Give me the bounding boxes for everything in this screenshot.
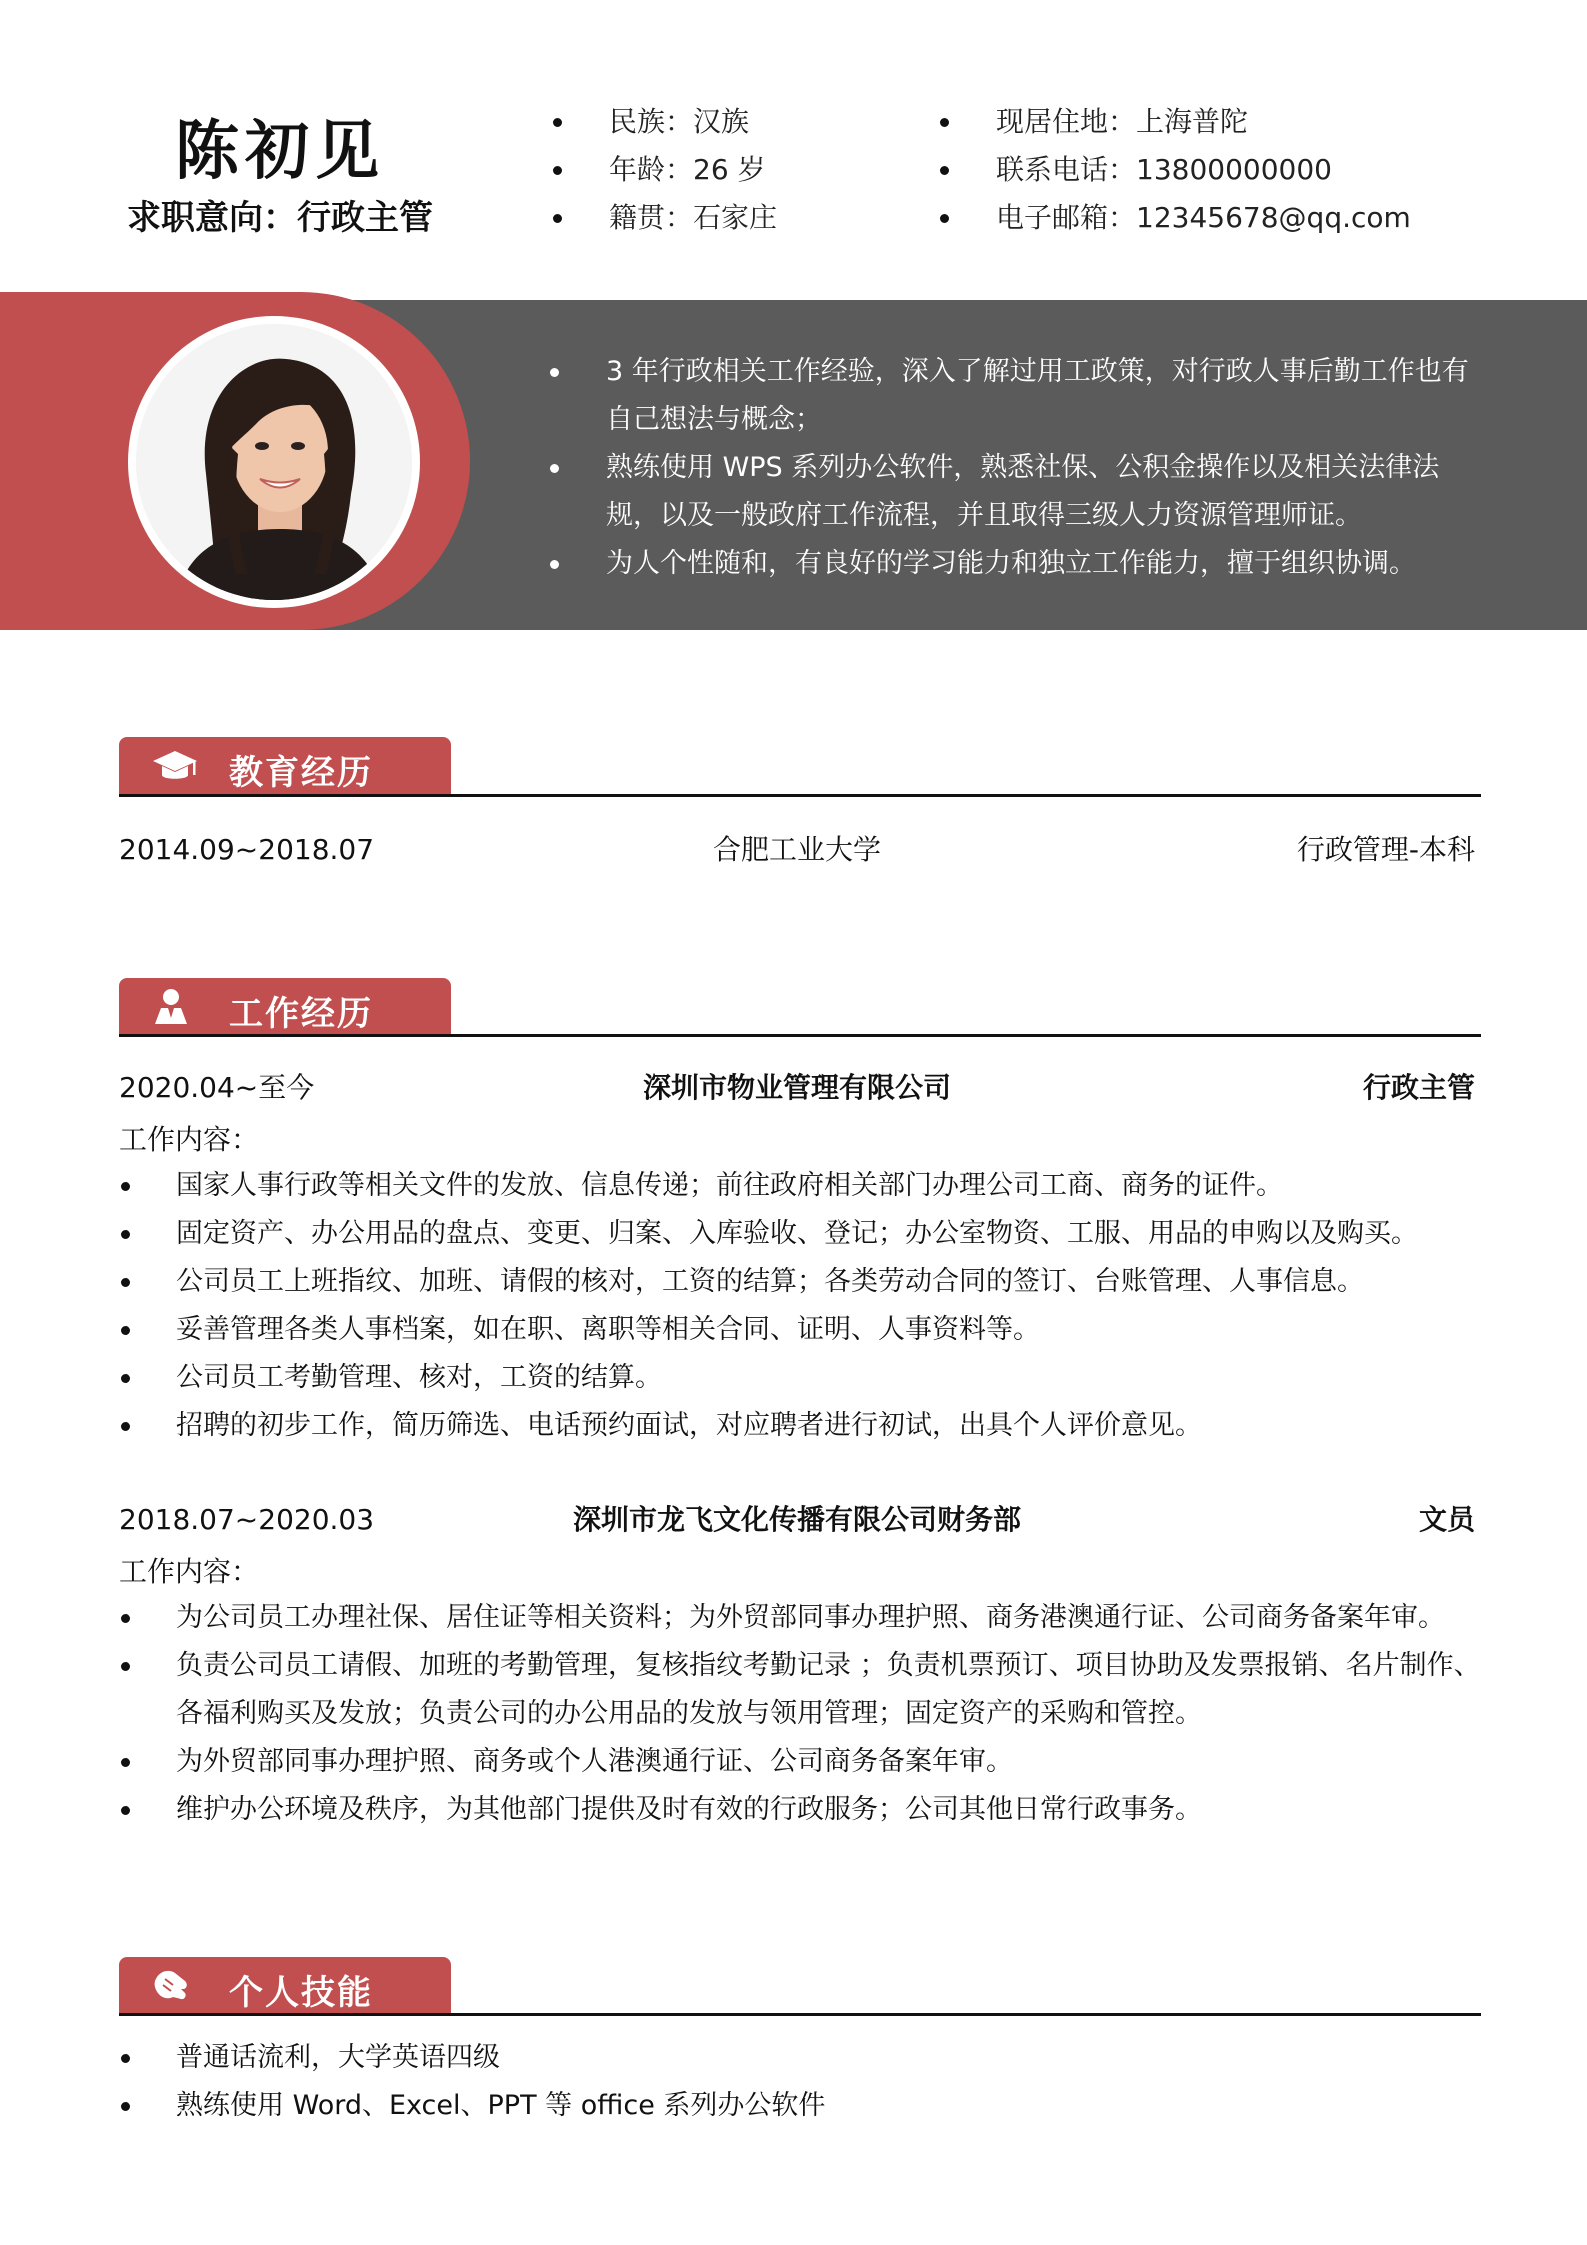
- info-sep: ：: [665, 105, 694, 138]
- job-duty: 固定资产、办公用品的盘点、变更、归案、入库验收、登记；办公室物资、工服、用品的申购以及购买。: [119, 1210, 1489, 1258]
- candidate-name: 陈初见: [175, 115, 385, 189]
- person-icon: [151, 988, 191, 1026]
- job-duty: 维护办公环境及秩序，为其他部门提供及时有效的行政服务；公司其他日常行政事务。: [119, 1786, 1489, 1834]
- job-duty: 公司员工上班指纹、加班、请假的核对，工资的结算；各类劳动合同的签订、台账管理、人事信息。: [119, 1258, 1489, 1306]
- job-duty: 公司员工考勤管理、核对，工资的结算。: [119, 1354, 1489, 1402]
- summary-list: [550, 348, 1490, 588]
- job-duty: 负责公司员工请假、加班的考勤管理，复核指纹考勤记录 ；负责机票预订、项目协助及发票报销、名片制作、各福利购买及发放；负责公司的办公用品的发放与领用管理；固定资产的采购和管控。: [119, 1642, 1489, 1738]
- job-content-label: 工作内容：: [119, 1123, 260, 1156]
- job-period: 2018.07~2020.03: [119, 1503, 375, 1536]
- info-sep: ：: [1108, 201, 1137, 234]
- work-section-header: [119, 978, 451, 1036]
- info-sep: ：: [665, 201, 694, 234]
- info-label: 籍贯: [609, 201, 666, 234]
- graduation-cap-icon: [151, 747, 191, 785]
- info-value: 13800000000: [1136, 153, 1332, 186]
- profile-photo: [136, 324, 412, 600]
- education-section-header: [119, 737, 451, 795]
- job-position: 行政主管: [1362, 1071, 1475, 1104]
- job-entry-header: [119, 1500, 1475, 1540]
- summary-item: 3 年行政相关工作经验，深入了解过用工政策，对行政人事后勤工作也有自己想法与概念；: [550, 348, 1490, 444]
- job-duties-list: [119, 1594, 1489, 1834]
- personal-info-right: [940, 98, 1411, 242]
- info-label: 联系电话: [996, 153, 1109, 186]
- job-duty: 妥善管理各类人事档案，如在职、离职等相关合同、证明、人事资料等。: [119, 1306, 1489, 1354]
- job-duties-list: [119, 1162, 1489, 1450]
- info-value: 石家庄: [693, 201, 778, 234]
- job-target-label: 求职意向：: [127, 198, 297, 238]
- job-company: 深圳市物业管理有限公司: [642, 1071, 951, 1104]
- info-sep: ：: [1108, 153, 1137, 186]
- job-duty: 为外贸部同事办理护照、商务或个人港澳通行证、公司商务备案年审。: [119, 1738, 1489, 1786]
- info-sep: ：: [665, 153, 694, 186]
- job-entry-header: [119, 1068, 1475, 1108]
- skills-divider: [119, 2013, 1481, 2016]
- info-value: 12345678@qq.com: [1136, 201, 1411, 234]
- personal-info-left: [553, 98, 777, 242]
- info-item: [553, 98, 777, 146]
- education-entry: [119, 830, 1475, 870]
- skill-item: 普通话流利，大学英语四级: [119, 2034, 1489, 2082]
- job-target: [0, 190, 560, 239]
- education-school: 合肥工业大学: [712, 833, 881, 866]
- info-item: [940, 146, 1411, 194]
- info-label: 现居住地: [996, 105, 1109, 138]
- info-item: [553, 146, 777, 194]
- profile-photo-illustration: [136, 324, 412, 600]
- education-period: 2014.09~2018.07: [119, 833, 375, 866]
- job-duty: 国家人事行政等相关文件的发放、信息传递；前往政府相关部门办理公司工商、商务的证件。: [119, 1162, 1489, 1210]
- hand-icon: [151, 1967, 191, 2005]
- info-label: 年龄: [609, 153, 666, 186]
- info-value: 26 岁: [693, 153, 766, 186]
- info-label: 民族: [609, 105, 666, 138]
- job-company: 深圳市龙飞文化传播有限公司财务部: [572, 1503, 1021, 1536]
- work-divider: [119, 1034, 1481, 1037]
- info-label: 电子邮箱: [996, 201, 1109, 234]
- skills-list: [119, 2034, 1489, 2130]
- info-value: 上海普陀: [1136, 105, 1249, 138]
- job-duty: 为公司员工办理社保、居住证等相关资料；为外贸部同事办理护照、商务港澳通行证、公司商务备案年审。: [119, 1594, 1489, 1642]
- job-content-label: 工作内容：: [119, 1555, 260, 1588]
- summary-item: 熟练使用 WPS 系列办公软件，熟悉社保、公积金操作以及相关法律法规，以及一般政府工作流程，并且取得三级人力资源管理师证。: [550, 444, 1490, 540]
- education-divider: [119, 794, 1481, 797]
- skills-title: 个人技能: [229, 1973, 373, 2013]
- work-title: 工作经历: [229, 994, 373, 1034]
- job-position: 文员: [1418, 1503, 1475, 1536]
- job-period: 2020.04~至今: [119, 1071, 315, 1104]
- info-item: [940, 98, 1411, 146]
- job-target-value: 行政主管: [297, 198, 433, 238]
- job-duty: 招聘的初步工作，简历筛选、电话预约面试，对应聘者进行初试，出具个人评价意见。: [119, 1402, 1489, 1450]
- education-title: 教育经历: [229, 753, 373, 793]
- info-item: [553, 194, 777, 242]
- info-sep: ：: [1108, 105, 1137, 138]
- info-item: [940, 194, 1411, 242]
- info-value: 汉族: [693, 105, 750, 138]
- skill-item: 熟练使用 Word、Excel、PPT 等 office 系列办公软件: [119, 2082, 1489, 2130]
- skills-section-header: [119, 1957, 451, 2015]
- summary-item: 为人个性随和，有良好的学习能力和独立工作能力，擅于组织协调。: [550, 540, 1490, 588]
- education-major: 行政管理-本科: [1296, 833, 1475, 866]
